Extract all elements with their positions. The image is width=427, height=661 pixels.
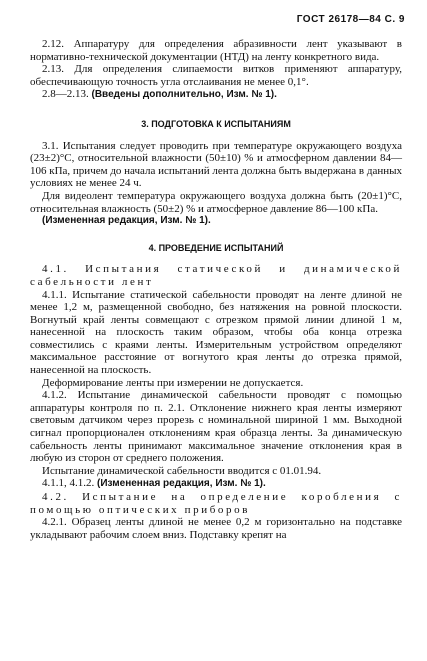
section-4-heading: 4. ПРОВЕДЕНИЕ ИСПЫТАНИЙ — [148, 242, 284, 253]
amendment-ref: 2.8—2.13. — [42, 88, 92, 101]
paragraph-4-1-2: 4.1.2. Испытание динамической сабельности проводят с помощью аппаратуры контроля по п. 2.1. Отклонение нижнего края ленты измеряют световым датчиком через прорезь с номинальной шириной 1 мм. Выходной сигнал пропорционален отклонениям края образца ленты. За динамическую сабельность ленты принимают максимальное значение отклонения края в любую из сторон от среднего положения. — [30, 389, 402, 465]
paragraph-4-1-1-note: Деформирование ленты при измерении не допускается. — [42, 376, 304, 389]
paragraph-3-1: 3.1. Испытания следует проводить при температуре окружающего воздуха (23±2)°С, относительной влажности (50±10) % и атмосферном давлении 84—106 кПа, причем до начала испытаний лента должна быть выдержана в данных условиях не менее 24 ч. — [30, 139, 403, 190]
paragraph-2-12: 2.12. Аппаратуру для определения абразивности лент указывают в нормативно-технической документации (НТД) на ленту конкретного вида. — [30, 38, 402, 63]
amendment-note-4-1 — [30, 477, 402, 491]
section-3-heading: 3. ПОДГОТОВКА К ИСПЫТАНИЯМ — [141, 118, 291, 129]
paragraph-4-2-1: 4.2.1. Образец ленты длиной не менее 0,2 м горизонтально на подставке укладывают рабочим слоем вниз. Подставку крепят на — [30, 516, 402, 541]
page-header: ГОСТ 26178—84 С. 9 — [296, 14, 405, 25]
paragraph-3-1-video: Для видеолент температура окружающего воздуха должна быть (20±1)°С, относительная влажность (50±2) % и атмосферное давление 86—100 кПа. — [30, 189, 402, 215]
amendment-ref: 4.1.1, 4.1.2. — [42, 477, 97, 490]
amendment-text: (Измененная редакция, Изм. № 1). — [97, 478, 266, 490]
paragraph-4-1-1: 4.1.1. Испытание статической сабельности проводят на ленте длиной не менее 1,2 м, размещенной свободно, без натяжения на ровной плоскости. Вогнутый край ленты совмещают с отрезком прямой линии длиной 1 м, нанесенной на плоскость таким образом, чтобы оба конца отрезка совместились с краями ленты. Измерительным устройством определяют максимальное расстояние от вогнутого края ленты до отрезка прямой, нанесенной на плоскость. — [30, 288, 402, 377]
paragraph-2-13: 2.13. Для определения слипаемости витков применяют аппаратуру, обеспечивающую точность угла отслаивания не менее 0,1°. — [30, 63, 402, 88]
amendment-text: (Введены дополнительно, Изм. № 1). — [91, 89, 277, 101]
amendment-note-2-8 — [30, 88, 402, 102]
document-body — [30, 38, 402, 541]
paragraph-4-2-title: 4.2. Испытание на определение коробления с помощью оптических приборов — [30, 491, 402, 516]
amendment-note-3-1: (Измененная редакция, Изм. № 1). — [42, 215, 211, 227]
paragraph-4-1-title: 4.1. Испытания статической и динамической сабельности лент — [30, 263, 402, 288]
paragraph-4-1-2-note: Испытание динамической сабельности вводится с 01.01.94. — [42, 464, 322, 477]
